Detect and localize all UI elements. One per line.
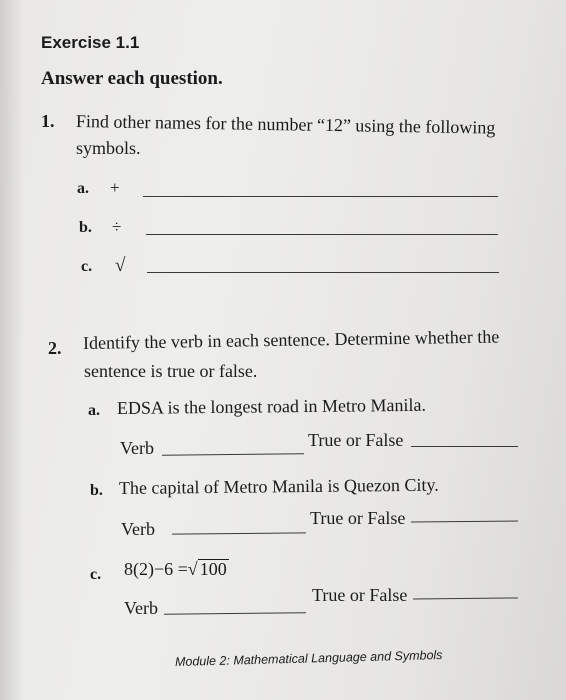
module-footer: Module 2: Mathematical Language and Symbols	[174, 647, 443, 669]
q1-item-b-label: b.	[79, 219, 92, 236]
q2-item-b-tf-label: True or False	[310, 508, 406, 528]
question-2-number: 2.	[48, 338, 62, 358]
question-2-line-1: Identify the verb in each sentence. Determine whether the	[82, 326, 500, 353]
q1-item-a-label: a.	[77, 180, 89, 197]
q2-item-a-verb-line[interactable]	[162, 453, 304, 455]
q2-item-a-tf-label: True or False	[308, 430, 404, 450]
q1-item-c-answer-line[interactable]	[147, 272, 499, 273]
q2-item-c-tf-line[interactable]	[413, 597, 518, 599]
question-1-number: 1.	[41, 111, 55, 131]
q1-item-c-label: c.	[81, 258, 93, 275]
q2-item-c-equation	[124, 559, 229, 580]
question-2-line-2: sentence is true or false.	[84, 361, 258, 381]
q2-item-b-verb-label: Verb	[121, 519, 155, 539]
q2-item-a-verb-label: Verb	[120, 438, 154, 458]
q2-item-b-label: b.	[90, 482, 103, 499]
divide-symbol: ÷	[112, 217, 122, 236]
instruction: Answer each question.	[41, 68, 223, 89]
q2-item-b-verb-line[interactable]	[172, 532, 306, 534]
q2-item-a-text: EDSA is the longest road in Metro Manila.	[116, 394, 427, 418]
q1-item-a-answer-line[interactable]	[143, 196, 498, 197]
q2-item-c-verb-label: Verb	[124, 598, 158, 618]
q1-item-b-answer-line[interactable]	[146, 234, 498, 235]
plus-symbol: +	[110, 178, 120, 197]
square-root-symbol: √	[115, 255, 126, 276]
square-root-symbol: √	[187, 559, 198, 579]
square-root-expression	[188, 559, 229, 580]
page-edge-shadow	[0, 0, 24, 700]
exercise-title: Exercise 1.1	[41, 33, 140, 52]
q2-item-c-verb-line[interactable]	[164, 612, 306, 614]
q2-item-b-tf-line[interactable]	[411, 521, 518, 523]
radicand: 100	[199, 559, 227, 579]
q2-item-a-label: a.	[88, 402, 100, 419]
question-1-line-1: Find other names for the number “12” using the following	[75, 111, 496, 138]
question-1-line-2: symbols.	[76, 138, 141, 158]
equation-left-side: 8(2)−6 =	[124, 559, 188, 579]
q2-item-c-label: c.	[90, 566, 102, 583]
q2-item-c-tf-label: True or False	[312, 585, 408, 605]
q2-item-b-text: The capital of Metro Manila is Quezon City.	[118, 474, 439, 498]
q2-item-a-tf-line[interactable]	[411, 446, 518, 447]
